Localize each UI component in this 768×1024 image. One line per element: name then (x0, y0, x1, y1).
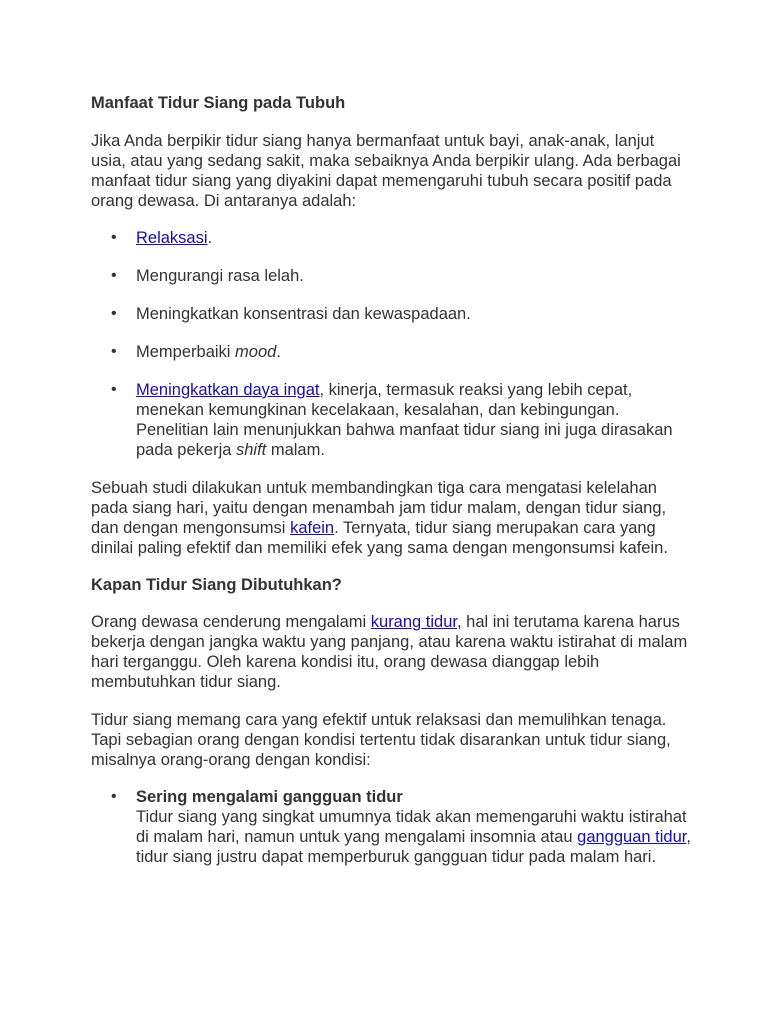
list-item (91, 342, 691, 362)
list-item (91, 228, 691, 248)
list-item-text: Memperbaiki (136, 343, 236, 361)
list-item-text: Tidur siang yang singkat umumnya tidak akan memengaruhi waktu istirahat di malam hari, namun untuk yang mengalami insomnia atau (136, 808, 687, 846)
list-item (91, 787, 691, 867)
list-item-text: . (276, 343, 281, 361)
list-item-text: . (207, 229, 213, 247)
benefits-list (91, 228, 691, 460)
intro-paragraph: Jika Anda berpikir tidur siang hanya bermanfaat untuk bayi, anak-anak, lanjut usia, atau yang sedang sakit, maka sebaiknya Anda berpikir ulang. Ada berbagai manfaat tidur siang yang diyakini dapat memengaruhi tubuh secara positif pada orang dewasa. Di antaranya adalah: (91, 132, 681, 210)
list-item-text: malam. (266, 441, 325, 459)
list-item: • Meningkatkan konsentrasi dan kewaspadaan. (91, 304, 691, 324)
paragraph-text: Sebuah studi dilakukan untuk membandingkan tiga cara mengatasi kelelahan pada siang hari, yaitu dengan menambah jam tidur malam, dengan tidur siang, dan dengan mengonsumsi (91, 479, 667, 537)
list-item: • Mengurangi rasa lelah. (91, 266, 691, 286)
paragraph-text: . Ternyata, tidur siang merupakan cara yang dinilai paling efektif dan memiliki efek yang sama dengan mengonsumsi kafein. (91, 519, 668, 557)
condition-title: • Sering mengalami gangguan tidur (136, 788, 403, 806)
emphasis-shift: shift (236, 441, 267, 459)
link-gangguan-tidur[interactable]: gangguan tidur (577, 828, 687, 846)
list-item-text: , kinerja, termasuk reaksi yang lebih cepat, menekan kemungkinan kecelakaan, kesalahan, dan kebingungan. Penelitian lain menunjukkan bahwa manfaat tidur siang ini juga dirasakan pada pekerja (136, 381, 673, 459)
link-relaksasi[interactable]: Relaksasi (136, 229, 208, 247)
conditions-intro-paragraph: Tidur siang memang cara yang efektif untuk relaksasi dan memulihkan tenaga. Tapi sebagian orang dengan kondisi tertentu tidak disarankan untuk tidur siang, misalnya orang-orang dengan kondisi: (91, 711, 671, 769)
link-kafein[interactable]: kafein (290, 519, 335, 537)
list-item-text: , tidur siang justru dapat memperburuk gangguan tidur pada malam hari. (136, 828, 691, 866)
paragraph-text: , hal ini terutama karena harus bekerja dengan jangka waktu yang panjang, atau karena waktu istirahat di malam hari terganggu. Oleh karena kondisi itu, orang dewasa dianggap lebih membutuhkan tidur siang. (91, 613, 688, 691)
link-kurang-tidur[interactable]: kurang tidur (370, 613, 457, 631)
adults-paragraph (91, 612, 691, 692)
link-daya-ingat[interactable]: Meningkatkan daya ingat (136, 381, 320, 399)
section-heading-benefits: Manfaat Tidur Siang pada Tubuh (91, 94, 346, 112)
article-body (91, 93, 691, 867)
section-heading-when: Kapan Tidur Siang Dibutuhkan? (91, 576, 342, 594)
emphasis-mood: mood (235, 343, 277, 361)
conditions-list (91, 787, 691, 867)
paragraph-text: Orang dewasa cenderung mengalami (91, 613, 371, 631)
list-item (91, 380, 691, 460)
study-paragraph (91, 478, 691, 558)
